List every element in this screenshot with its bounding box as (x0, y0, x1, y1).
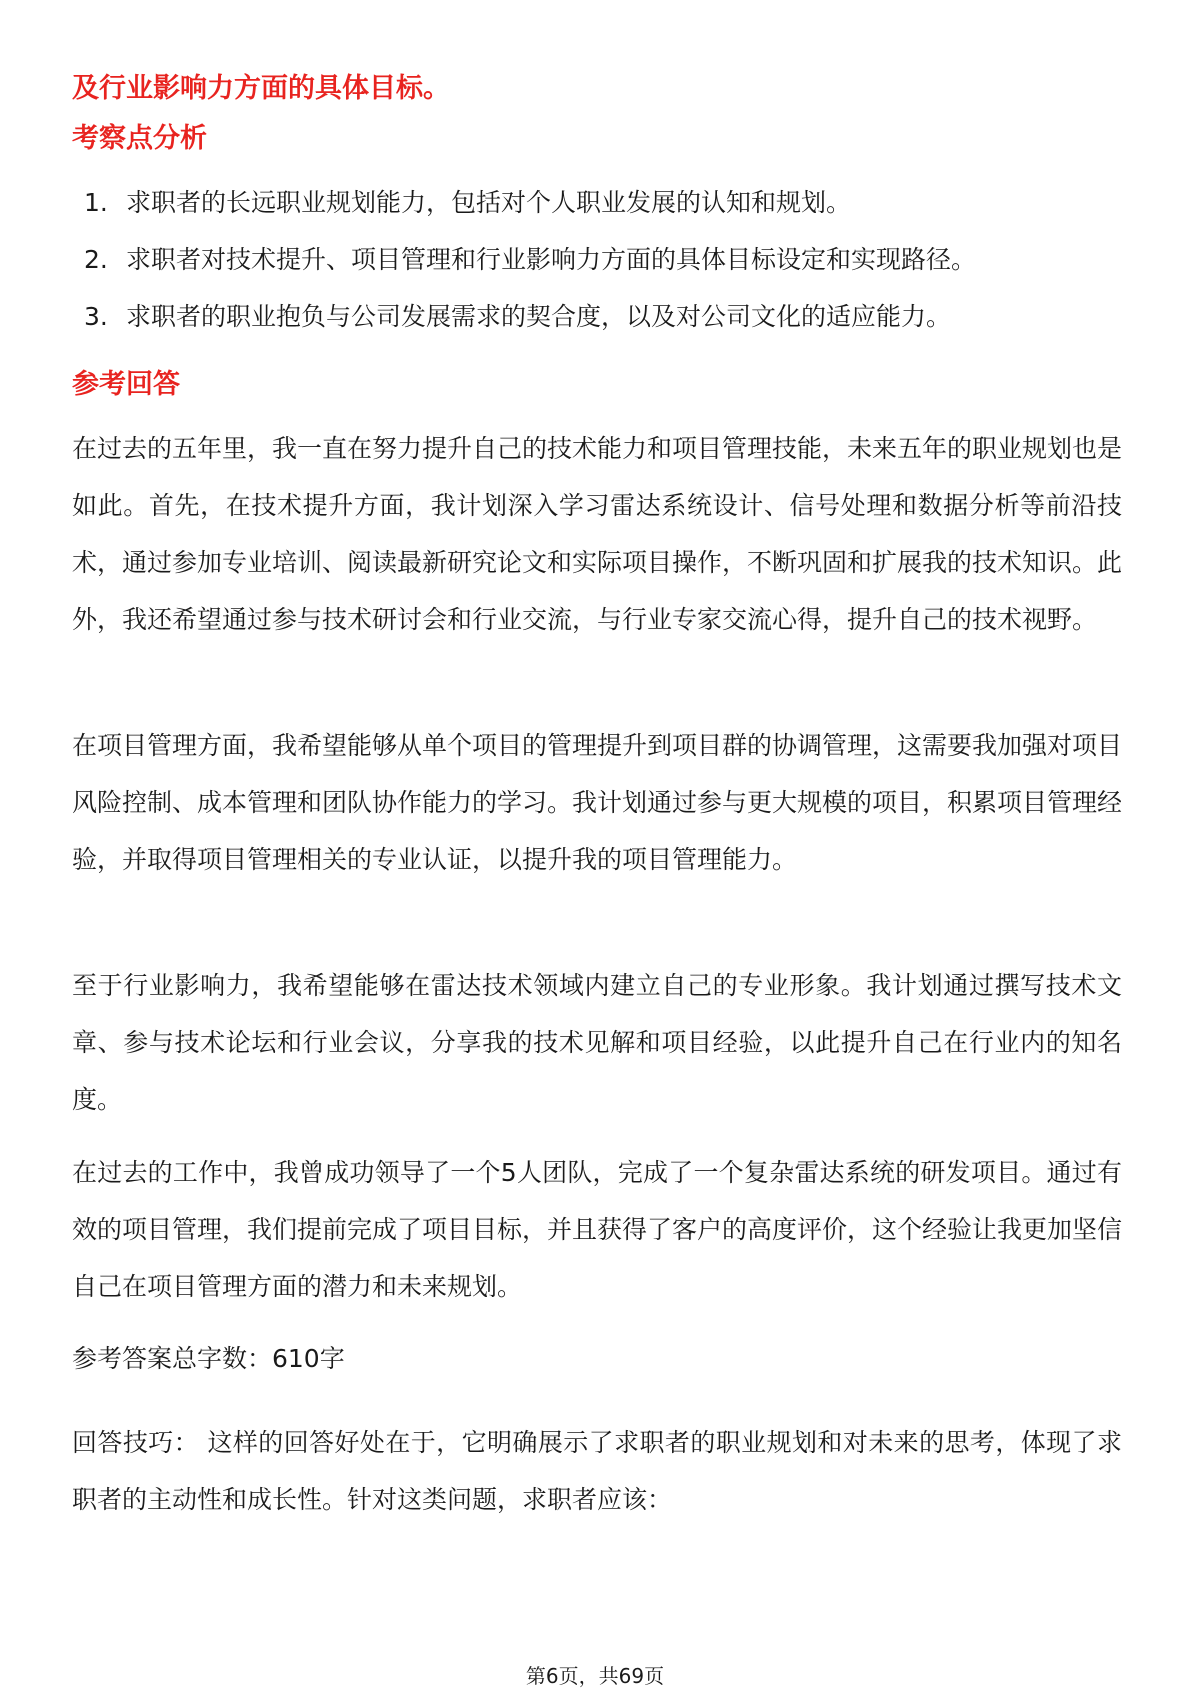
answer-tips: 回答技巧： 这样的回答好处在于，它明确展示了求职者的职业规划和对未来的思考，体现了求职者的主动性和成长性。针对这类问题，求职者应该： (72, 1428, 1122, 1514)
list-item-text: 求职者的职业抱负与公司发展需求的契合度，以及对公司文化的适应能力。 (126, 302, 952, 331)
list-item (84, 231, 1144, 288)
word-count: 参考答案总字数：610字 (72, 1344, 345, 1373)
page-number: 第6页，共69页 (525, 1664, 665, 1688)
answer-paragraph-past-experience: 在过去的工作中，我曾成功领导了一个5人团队，完成了一个复杂雷达系统的研发项目。通过有效的项目管理，我们提前完成了项目目标，并且获得了客户的高度评价，这个经验让我更加坚信自己在项目管理方面的潜力和未来规划。 (72, 1158, 1123, 1301)
list-item-number: 3. (84, 302, 108, 331)
answer-paragraph-project-management: 在项目管理方面，我希望能够从单个项目的管理提升到项目群的协调管理，这需要我加强对项目风险控制、成本管理和团队协作能力的学习。我计划通过参与更大规模的项目，积累项目管理经验，并取得项目管理相关的专业认证，以提升我的项目管理能力。 (72, 731, 1123, 874)
list-item-number: 1. (84, 188, 108, 217)
reference-answer-heading: 参考回答 (72, 369, 180, 400)
list-item (84, 174, 1144, 231)
list-item-text: 求职者对技术提升、项目管理和行业影响力方面的具体目标设定和实现路径。 (126, 245, 977, 274)
analysis-list (84, 174, 1144, 345)
list-item-number: 2. (84, 245, 108, 274)
question-line-cut-off (72, 28, 1122, 66)
question-text-continued (72, 28, 1122, 112)
answer-paragraph-technical: 在过去的五年里，我一直在努力提升自己的技术能力和项目管理技能，未来五年的职业规划也是如此。首先，在技术提升方面，我计划深入学习雷达系统设计、信号处理和数据分析等前沿技术，通过参加专业培训、阅读最新研究论文和实际项目操作，不断巩固和扩展我的技术知识。此外，我还希望通过参与技术研讨会和行业交流，与行业专家交流心得，提升自己的技术视野。 (72, 434, 1123, 634)
analysis-heading: 考察点分析 (72, 123, 207, 154)
list-item-text: 求职者的长远职业规划能力，包括对个人职业发展的认知和规划。 (126, 188, 852, 217)
question-line-2: 及行业影响力方面的具体目标。 (72, 73, 450, 104)
list-item (84, 288, 1144, 345)
answer-paragraph-industry-influence: 至于行业影响力，我希望能够在雷达技术领域内建立自己的专业形象。我计划通过撰写技术文章、参与技术论坛和行业会议，分享我的技术见解和项目经验，以此提升自己在行业内的知名度。 (72, 971, 1122, 1114)
